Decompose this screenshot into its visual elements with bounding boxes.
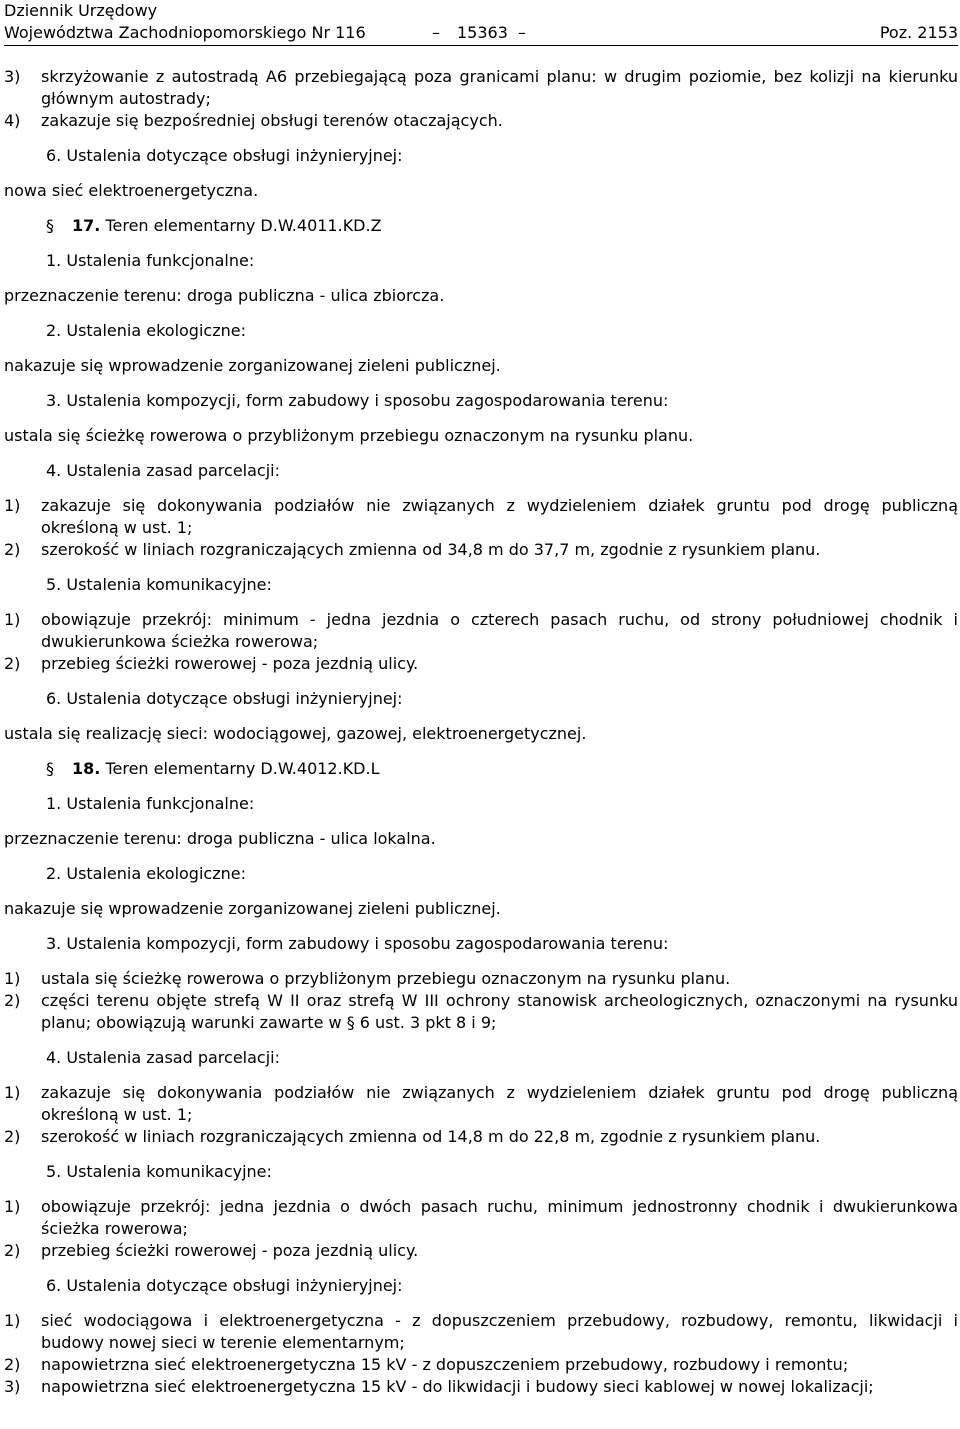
list-item-text: ustala się ścieżkę rowerowa o przybliżonym przebiegu oznaczonym na rysunku planu.	[41, 969, 731, 988]
list-item	[4, 66, 958, 110]
header-divider	[4, 45, 958, 46]
list-item-number: 2)	[4, 991, 21, 1010]
list-item	[4, 1196, 958, 1240]
subsection-heading: 5. Ustalenia komunikacyjne:	[46, 575, 272, 594]
list-item	[4, 1354, 958, 1376]
list-item-number: 3)	[4, 67, 21, 86]
list-item-text: przebieg ścieżki rowerowej - poza jezdnią ulicy.	[41, 1241, 419, 1260]
paragraph-number: 18.	[72, 759, 101, 778]
subsection-heading: 2. Ustalenia ekologiczne:	[46, 864, 246, 883]
list-item-text: obowiązuje przekrój: jedna jezdnia o dwóch pasach ruchu, minimum jednostronny chodnik i dwukierunkowa ścieżka rowerowa;	[41, 1197, 958, 1238]
list-item-number: 1)	[4, 969, 21, 988]
subsection-text: przeznaczenie terenu: droga publiczna - ulica lokalna.	[4, 829, 436, 848]
paragraph-title: Teren elementarny D.W.4011.KD.Z	[105, 216, 382, 235]
list-item-text: szerokość w liniach rozgraniczających zmienna od 14,8 m do 22,8 m, zgodnie z rysunkiem planu.	[41, 1127, 821, 1146]
list-item-text: zakazuje się dokonywania podziałów nie związanych z wydzieleniem działek gruntu pod drogę publiczną określoną w ust. 1;	[41, 496, 958, 537]
subsection-heading: 6. Ustalenia dotyczące obsługi inżynieryjnej:	[46, 689, 403, 708]
subsection-text: ustala się ścieżkę rowerowa o przybliżonym przebiegu oznaczonym na rysunku planu.	[4, 426, 694, 445]
list-item-text: przebieg ścieżki rowerowej - poza jezdnią ulicy.	[41, 654, 419, 673]
subsection-heading: 1. Ustalenia funkcjonalne:	[46, 251, 255, 270]
subsection-heading: 1. Ustalenia funkcjonalne:	[46, 794, 255, 813]
list-item-number: 4)	[4, 111, 21, 130]
section-sign: §	[46, 216, 54, 235]
subsection-text: przeznaczenie terenu: droga publiczna - ulica zbiorcza.	[4, 286, 445, 305]
list-item	[4, 609, 958, 653]
list-item-number: 1)	[4, 1083, 21, 1102]
journal-name: Dziennik Urzędowy	[4, 1, 158, 20]
list-item-number: 2)	[4, 1127, 21, 1146]
list-item-text: części terenu objęte strefą W II oraz strefą W III ochrony stanowisk archeologicznych, oznaczonymi na rysunku planu; obowiązują warunki zawarte w § 6 ust. 3 pkt 8 i 9;	[41, 991, 958, 1032]
list-item-number: 3)	[4, 1377, 21, 1396]
paragraph-number: 17.	[72, 216, 101, 235]
page-number-dash-right: –	[518, 23, 526, 42]
list-item-number: 2)	[4, 1355, 21, 1374]
list-item-number: 2)	[4, 540, 21, 559]
list-item	[4, 1126, 958, 1148]
subsection-heading: 4. Ustalenia zasad parcelacji:	[46, 461, 280, 480]
position-number: Poz. 2153	[879, 23, 958, 42]
page-number: 15363	[457, 23, 508, 42]
paragraph-heading	[4, 215, 958, 237]
list-item-text: zakazuje się bezpośredniej obsługi terenów otaczających.	[41, 111, 503, 130]
subsection-heading: 4. Ustalenia zasad parcelacji:	[46, 1048, 280, 1067]
list-item	[4, 990, 958, 1034]
list-item-text: zakazuje się dokonywania podziałów nie związanych z wydzieleniem działek gruntu pod drogę publiczną określoną w ust. 1;	[41, 1083, 958, 1124]
subsection-text: nakazuje się wprowadzenie zorganizowanej zieleni publicznej.	[4, 899, 501, 918]
list-item-text: sieć wodociągowa i elektroenergetyczna - z dopuszczeniem przebudowy, rozbudowy, remontu, likwidacji i budowy nowej sieci w terenie elementarnym;	[41, 1311, 958, 1352]
list-item-number: 1)	[4, 496, 21, 515]
subsection-heading: 6. Ustalenia dotyczące obsługi inżynieryjnej:	[46, 146, 403, 165]
paragraph-heading	[4, 758, 958, 780]
list-item-text: napowietrzna sieć elektroenergetyczna 15 kV - z dopuszczeniem przebudowy, rozbudowy i remontu;	[41, 1355, 849, 1374]
list-item	[4, 1240, 958, 1262]
list-item-number: 1)	[4, 610, 21, 629]
list-item	[4, 110, 958, 132]
list-item	[4, 968, 958, 990]
list-item-text: napowietrzna sieć elektroenergetyczna 15 kV - do likwidacji i budowy sieci kablowej w nowej lokalizacji;	[41, 1377, 874, 1396]
list-item-number: 2)	[4, 654, 21, 673]
list-item	[4, 1310, 958, 1354]
subsection-text: nakazuje się wprowadzenie zorganizowanej zieleni publicznej.	[4, 356, 501, 375]
subsection-heading: 3. Ustalenia kompozycji, form zabudowy i sposobu zagospodarowania terenu:	[46, 934, 669, 953]
section-sign: §	[46, 759, 54, 778]
subsection-heading: 6. Ustalenia dotyczące obsługi inżynieryjnej:	[46, 1276, 403, 1295]
list-item-number: 1)	[4, 1197, 21, 1216]
list-item	[4, 1082, 958, 1126]
document-body	[4, 66, 958, 1398]
list-item-number: 2)	[4, 1241, 21, 1260]
subsection-text: nowa sieć elektroenergetyczna.	[4, 181, 259, 200]
paragraph-title: Teren elementarny D.W.4012.KD.L	[105, 759, 380, 778]
list-item-number: 1)	[4, 1311, 21, 1330]
page-header	[4, 0, 958, 44]
list-item-text: szerokość w liniach rozgraniczających zmienna od 34,8 m do 37,7 m, zgodnie z rysunkiem planu.	[41, 540, 821, 559]
subsection-heading: 2. Ustalenia ekologiczne:	[46, 321, 246, 340]
list-item-text: skrzyżowanie z autostradą A6 przebiegającą poza granicami planu: w drugim poziomie, bez kolizji na kierunku głównym autostrady;	[41, 67, 958, 108]
list-item-text: obowiązuje przekrój: minimum - jedna jezdnia o czterech pasach ruchu, od strony południowej chodnik i dwukierunkowa ścieżka rowerowa;	[41, 610, 958, 651]
subsection-heading: 3. Ustalenia kompozycji, form zabudowy i sposobu zagospodarowania terenu:	[46, 391, 669, 410]
list-item	[4, 495, 958, 539]
subsection-heading: 5. Ustalenia komunikacyjne:	[46, 1162, 272, 1181]
list-item	[4, 653, 958, 675]
subsection-text: ustala się realizację sieci: wodociągowej, gazowej, elektroenergetycznej.	[4, 724, 587, 743]
list-item	[4, 1376, 958, 1398]
page-number-dash-left: –	[432, 23, 440, 42]
journal-region: Województwa Zachodniopomorskiego Nr 116	[4, 23, 366, 42]
list-item	[4, 539, 958, 561]
